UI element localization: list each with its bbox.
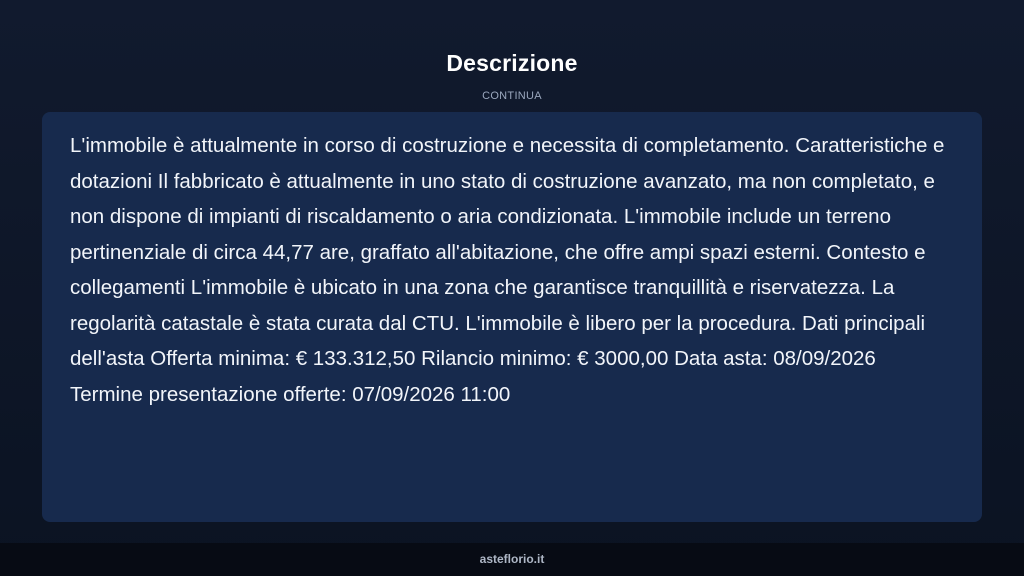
page-title: Descrizione xyxy=(446,50,578,76)
footer-site-name: asteflorio.it xyxy=(0,543,1024,576)
description-text: L'immobile è attualmente in corso di costruzione e necessita di completamento. Caratteristiche e dotazioni Il fabbricato è attualmente in uno stato di costruzione avanzato, ma non completato, e non dispone di impianti di riscaldamento o aria condizionata. L'immobile include un terreno pertinenziale di circa 44,77 are, graffato all'abitazione, che offre ampi spazi esterni. Contesto e collegamenti L'immobile è ubicato in una zona che garantisce tranquillità e riservatezza. La regolarità catastale è stata curata dal CTU. L'immobile è libero per la procedura. Dati principali dell'asta Offerta minima: € 133.312,50 Rilancio minimo: € 3000,00 Data asta: 08/09/2026 Termine presentazione offerte: 07/09/2026 11:00 xyxy=(70,134,945,406)
page-subtitle: CONTINUA xyxy=(482,90,542,102)
description-card xyxy=(42,112,982,522)
